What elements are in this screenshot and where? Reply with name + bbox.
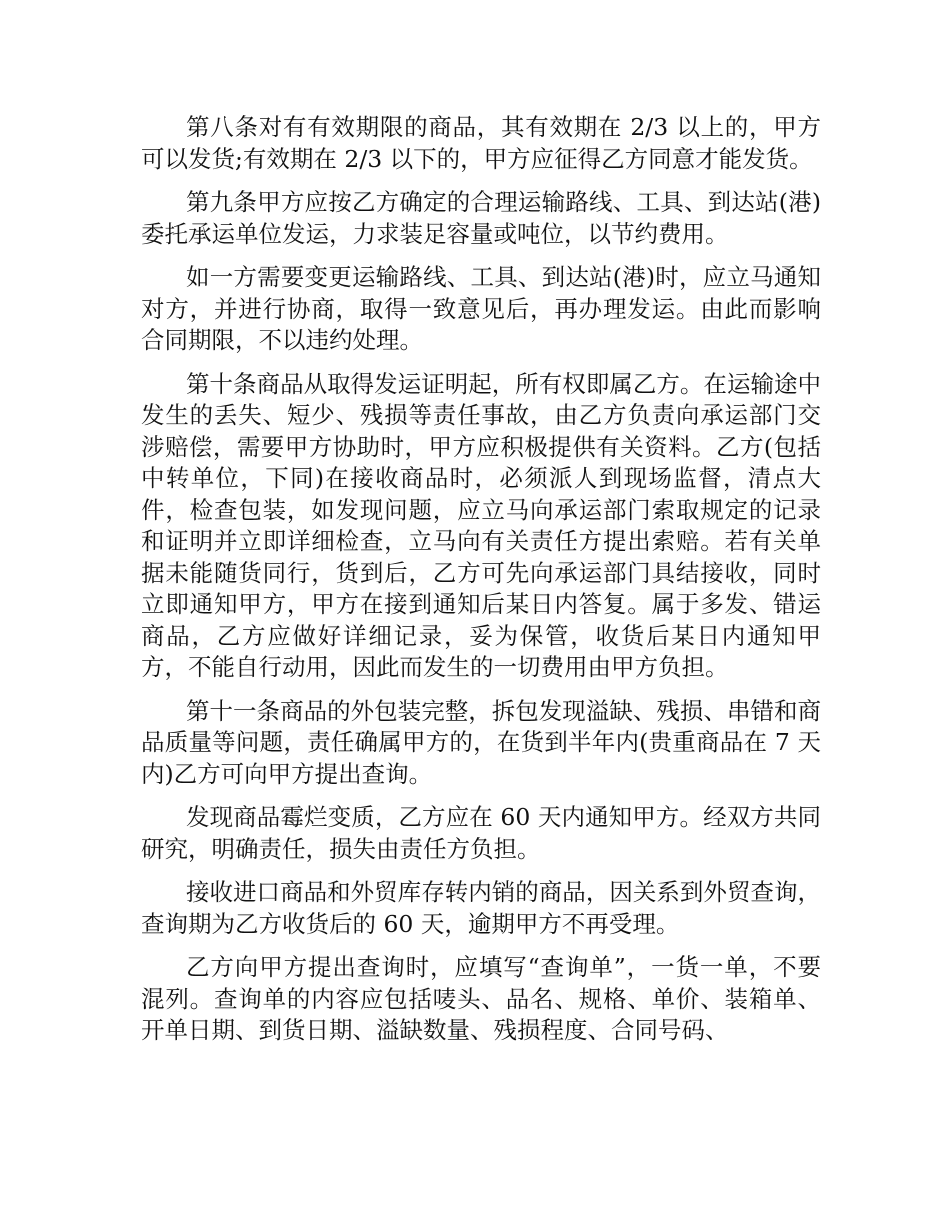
paragraph-inquiry-form: 乙方向甲方提出查询时，应填写“查询单”，一货一单，不要混列。查询单的内容应包括唛头、品名、规格、单价、装箱单、开单日期、到货日期、溢缺数量、残损程度、合同号码、 [141, 953, 821, 1044]
paragraph-article-9: 第九条甲方应按乙方确定的合理运输路线、工具、到达站(港)委托承运单位发运，力求装足容量或吨位，以节约费用。 [141, 188, 821, 248]
document-body [141, 112, 821, 1059]
paragraph-article-10: 第十条商品从取得发运证明起，所有权即属乙方。在运输途中发生的丢失、短少、残损等责任事故，由乙方负责向承运部门交涉赔偿，需要甲方协助时，甲方应积极提供有关资料。乙方(包括中转单位，下同)在接收商品时，必须派人到现场监督，清点大件，检查包装，如发现问题，应立马向承运部门索取规定的记录和证明并立即详细检查，立马向有关责任方提出索赔。若有关单据未能随货同行，货到后，乙方可先向承运部门具结接收，同时立即通知甲方，甲方在接到通知后某日内答复。属于多发、错运商品，乙方应做好详细记录，妥为保管，收货后某日内通知甲方，不能自行动用，因此而发生的一切费用由甲方负担。 [141, 369, 821, 681]
paragraph-route-change: 如一方需要变更运输路线、工具、到达站(港)时，应立马通知对方，并进行协商，取得一致意见后，再办理发运。由此而影响合同期限，不以违约处理。 [141, 263, 821, 354]
paragraph-article-8: 第八条对有有效期限的商品，其有效期在 2/3 以上的，甲方可以发货;有效期在 2/3 以下的，甲方应征得乙方同意才能发货。 [141, 113, 821, 173]
paragraph-article-11: 第十一条商品的外包装完整，拆包发现溢缺、残损、串错和商品质量等问题，责任确属甲方的，在货到半年内(贵重商品在 7 天内)乙方可向甲方提出查询。 [141, 696, 821, 788]
paragraph-spoilage: 发现商品霉烂变质，乙方应在 60 天内通知甲方。经双方共同研究，明确责任，损失由责任方负担。 [141, 803, 821, 863]
paragraph-imported-goods: 接收进口商品和外贸库存转内销的商品，因关系到外贸查询，查询期为乙方收货后的 60 天，逾期甲方不再受理。 [141, 878, 821, 938]
